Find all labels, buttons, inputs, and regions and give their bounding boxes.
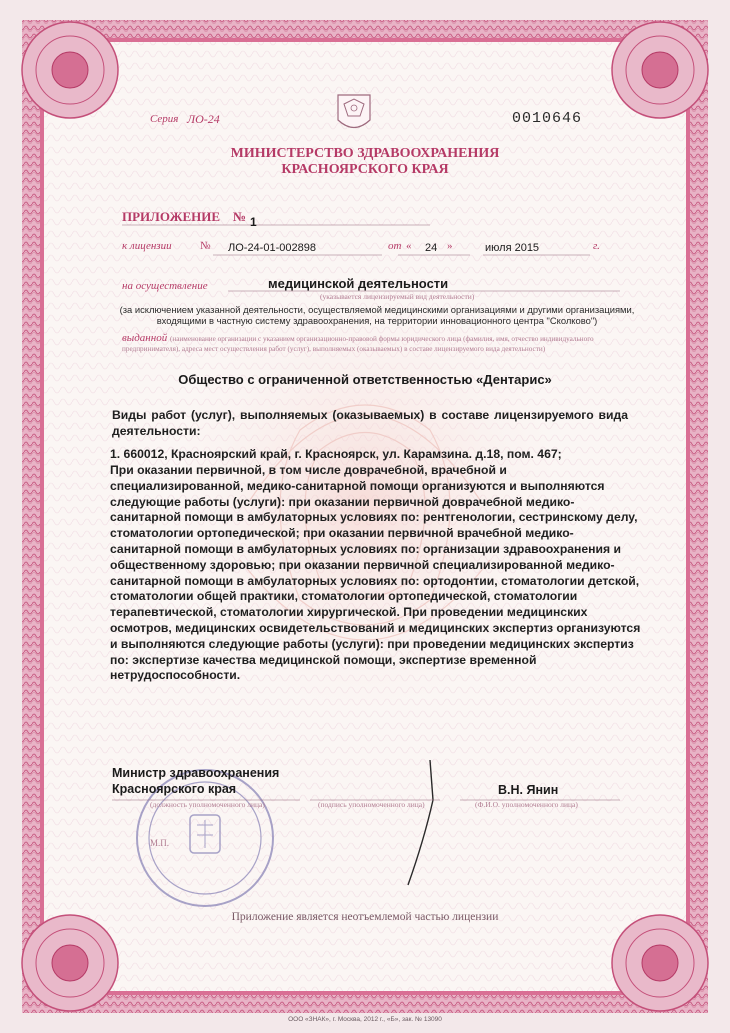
- activity-caption: (указывается лицензируемый вид деятельности): [320, 292, 475, 301]
- name-caption: (Ф.И.О. уполномоченного лица): [475, 800, 578, 809]
- ministry-title-line2: КРАСНОЯРСКОГО КРАЯ: [281, 162, 449, 177]
- works-line: общественному здоровью; при оказании первичной специализированной медико-: [110, 557, 615, 572]
- works-line: нетрудоспособности.: [110, 668, 241, 683]
- appendix-number: 1: [250, 215, 257, 229]
- activity-prefix: на осуществление: [122, 280, 208, 292]
- signature-caption: (подпись уполномоченного лица): [318, 800, 425, 809]
- license-number: ЛО-24-01-002898: [228, 242, 316, 254]
- works-line: и выполняются следующие работы (услуги): при проведении медицинских экспертиз: [110, 636, 634, 651]
- position-caption: (должность уполномоченного лица): [150, 800, 265, 809]
- from-label: от: [388, 240, 402, 252]
- activity-name: медицинской деятельности: [268, 276, 449, 291]
- license-prefix: к лицензии: [122, 240, 172, 252]
- signatory-position-line1: Министр здравоохранения: [112, 766, 280, 780]
- works-line: санитарной помощи в амбулаторных условиях по: рентгенологии, сестринскому делу,: [110, 510, 638, 525]
- stamp-place-label: М.П.: [150, 838, 170, 848]
- series-label: Серия: [150, 113, 179, 125]
- license-no-sign: №: [200, 240, 211, 252]
- organization-name: Общество с ограниченной ответственностью «Дентарис»: [178, 372, 552, 387]
- signatory-name: В.Н. Янин: [498, 783, 559, 797]
- works-intro: Виды работ (услуг), выполняемых (оказываемых) в составе лицензируемого вида деятельности:: [112, 408, 628, 438]
- works-line: санитарной помощи в амбулаторных условиях по: ортодонтии, стоматологии детской,: [110, 573, 640, 588]
- appendix-label: ПРИЛОЖЕНИЕ: [122, 209, 221, 224]
- works-list: [110, 463, 640, 684]
- russian-coat-of-arms-icon: [338, 95, 370, 128]
- issued-label: выданной: [122, 332, 168, 344]
- works-line: терапевтической, стоматологии хирургической. При проведении медицинских: [110, 605, 588, 620]
- signatory-position-line2: Красноярского края: [112, 782, 237, 796]
- works-line: санитарной помощи в амбулаторных условиях по: организации здравоохранения и: [110, 541, 622, 556]
- works-line: по: экспертизе качества медицинской помощи, экспертизе временной: [110, 652, 537, 667]
- series-value: ЛО-24: [187, 112, 220, 126]
- works-line: следующие работы (услуги): при оказании первичной доврачебной медико-: [110, 494, 575, 509]
- works-line: стоматологии ортопедической; при оказании первичной врачебной медико-: [110, 526, 574, 541]
- issued-caption: (наименование организации с указанием организационно-правовой формы юридического лица (фамилия, имя, отчество индивидуального предпринимателя), адреса мест осуществления работ (услуг), выполняемых (оказываемых) в составе лицензируемого вида деятельности): [122, 335, 594, 353]
- works-line: стоматологии общей практики, стоматологии ортопедической, стоматологии: [110, 589, 578, 604]
- works-line: осмотров, медицинских освидетельствований и медицинских экспертиз организуются: [110, 620, 641, 635]
- day-open-quote: «: [406, 240, 412, 252]
- license-day: 24: [425, 242, 438, 254]
- works-line: специализированной, медико-санитарной помощи организуются и выполняются: [110, 478, 605, 493]
- appendix-note: Приложение является неотъемлемой частью лицензии: [231, 911, 499, 923]
- year-suffix: г.: [593, 240, 600, 252]
- document-number: 0010646: [512, 110, 583, 127]
- license-month-year: июля 2015: [485, 242, 540, 254]
- activity-exclusion: (за исключением указанной деятельности, осуществляемой медицинскими организациями и другими организациями, входящими в частную систему здравоохранения, на территории инновационного центра "Сколково"): [119, 304, 635, 326]
- ministry-title-line1: МИНИСТЕРСТВО ЗДРАВООХРАНЕНИЯ: [230, 146, 500, 161]
- works-address: 1. 660012, Красноярский край, г. Красноярск, ул. Карамзина. д.18, пом. 467;: [110, 447, 562, 461]
- day-close-quote: »: [447, 240, 453, 252]
- printer-info: ООО «ЗНАК», г. Москва, 2012 г., «Б», зак. № 13090: [288, 1016, 442, 1023]
- appendix-no-sign: №: [233, 209, 247, 224]
- works-line: При оказании первичной, в том числе доврачебной, врачебной и: [110, 463, 507, 477]
